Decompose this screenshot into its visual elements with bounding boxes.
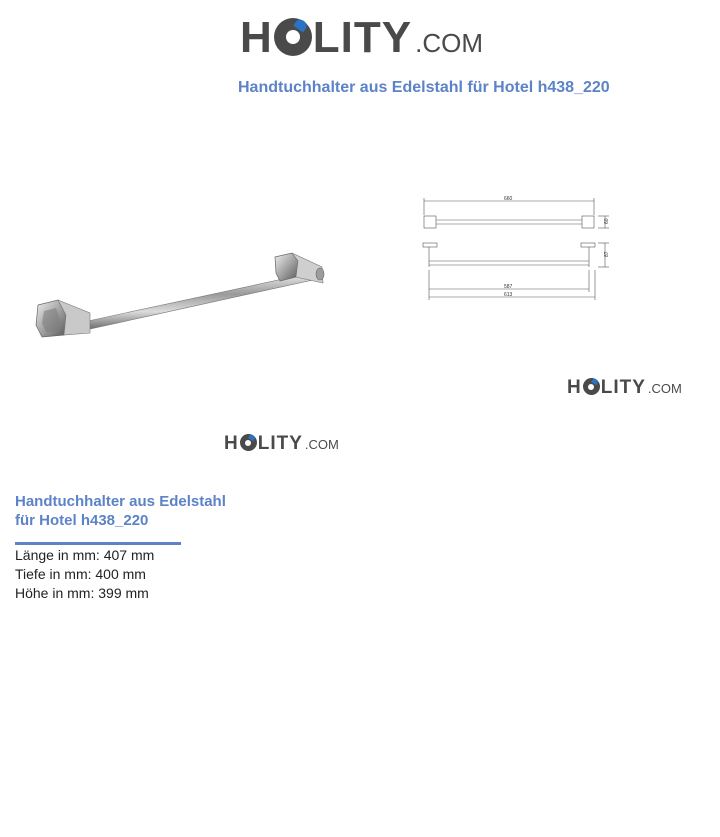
product-photo xyxy=(30,245,330,345)
spec-depth: Tiefe in mm: 400 mm xyxy=(15,566,146,582)
watermark-logo xyxy=(567,376,682,397)
logo-letters-lity: LITY xyxy=(312,13,413,62)
logo-letters-lity: LITY xyxy=(257,433,303,454)
dim-bottom-inner-label: 587 xyxy=(504,284,513,290)
dim-top-label: 660 xyxy=(504,196,513,202)
logo-letter-h: H xyxy=(567,377,582,398)
watermark-logo xyxy=(224,432,339,453)
spec-height: Höhe in mm: 399 mm xyxy=(15,585,149,601)
logo-o-icon xyxy=(274,18,312,56)
logo-letter-h: H xyxy=(224,433,239,454)
product-title xyxy=(15,492,275,530)
logo-com: .COM xyxy=(415,28,483,58)
site-logo[interactable] xyxy=(240,14,483,60)
logo-o-icon xyxy=(240,434,257,451)
dim-right-upper-label: 60 xyxy=(604,218,610,224)
logo-letters-lity: LITY xyxy=(600,377,646,398)
page-title: Handtuchhalter aus Edelstahl für Hotel h438_220 xyxy=(238,79,610,96)
product-title-line2: für Hotel h438_220 xyxy=(15,512,149,529)
product-specs xyxy=(15,546,154,603)
logo-com: .COM xyxy=(304,437,339,452)
spec-length: Länge in mm: 407 mm xyxy=(15,547,155,563)
logo-o-icon xyxy=(583,378,600,395)
logo-com: .COM xyxy=(647,381,682,396)
dim-right-lower-label: 87 xyxy=(604,251,610,257)
title-divider xyxy=(15,542,181,545)
technical-drawing xyxy=(414,195,624,305)
logo-letter-h: H xyxy=(240,13,273,62)
dim-bottom-outer-label: 613 xyxy=(504,292,513,298)
product-title-line1: Handtuchhalter aus Edelstahl xyxy=(15,493,226,510)
